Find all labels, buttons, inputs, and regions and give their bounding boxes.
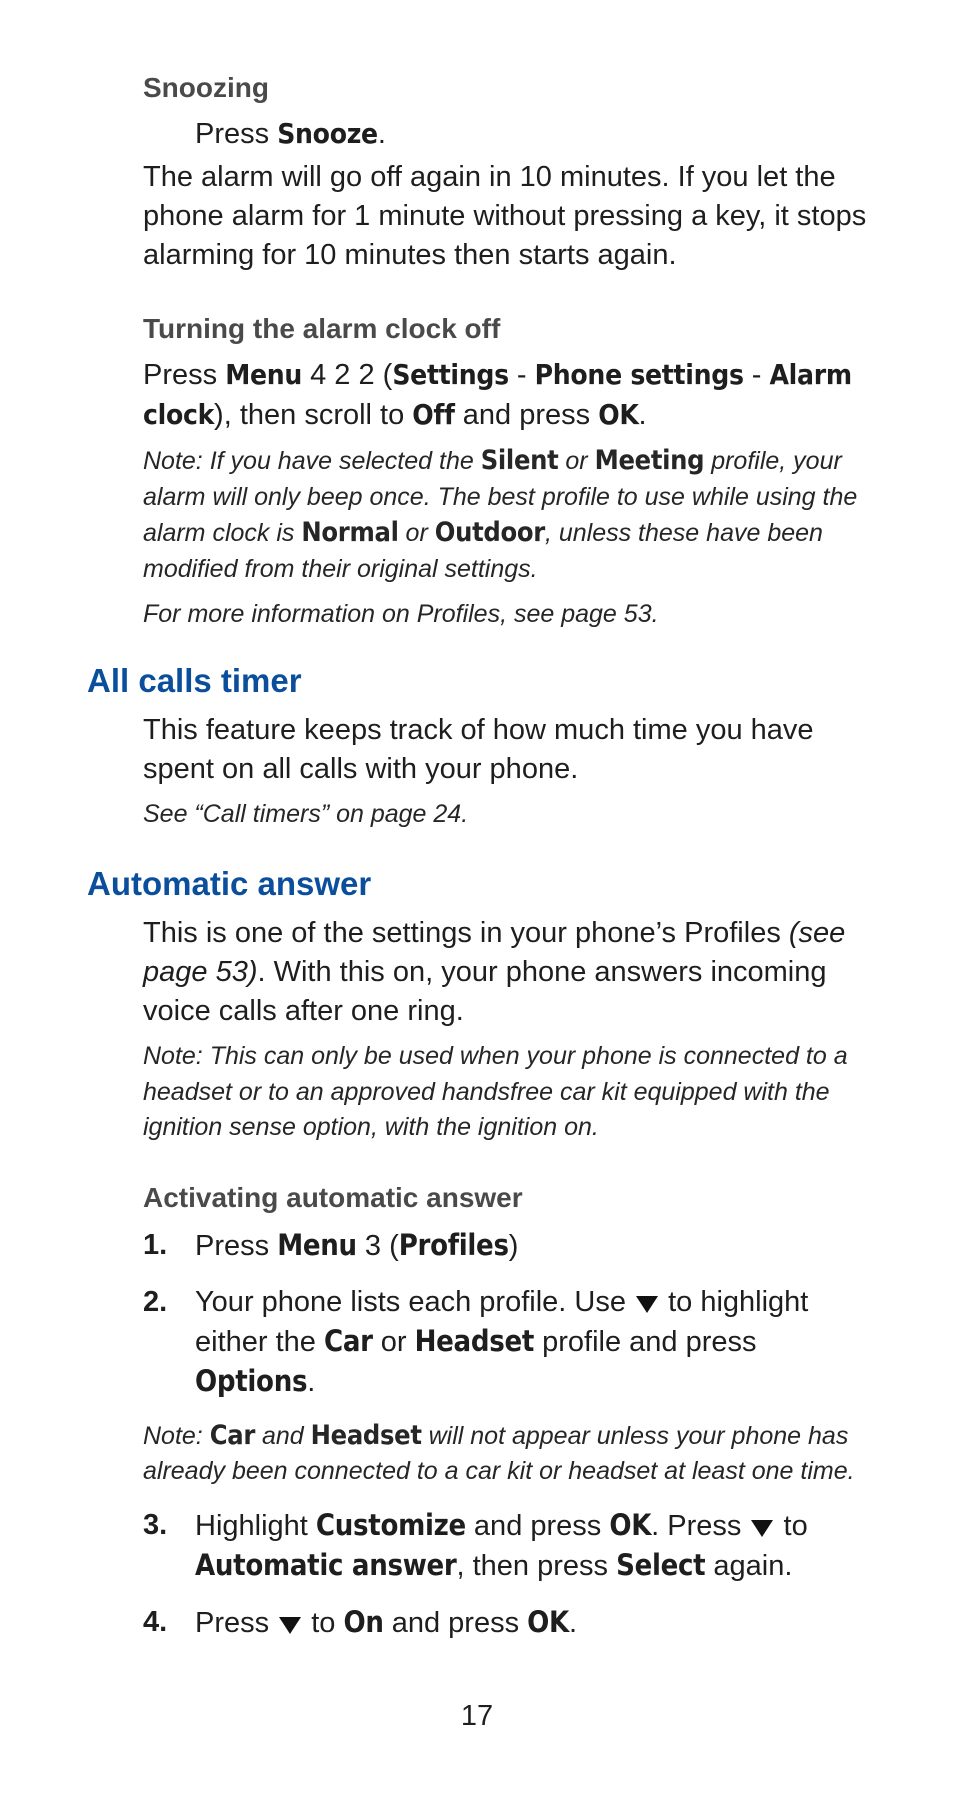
all-calls-timer-heading: All calls timer: [87, 661, 302, 699]
step-2: [143, 1283, 883, 1402]
all-calls-body: This feature keeps track of how much time you have spent on all calls with your phone.: [143, 713, 814, 785]
step-text: Press to On and press OK.: [195, 1604, 577, 1639]
activating-heading: Activating automatic answer: [143, 1181, 523, 1213]
page-content: [87, 68, 883, 1643]
alarm-off-instruction: Press Menu 4 2 2 (Settings - Phone settings - Alarm clock), then scroll to Off and press OK.: [143, 358, 852, 431]
step-text: Press Menu 3 (Profiles): [195, 1227, 519, 1262]
step-1: [143, 1226, 883, 1266]
down-arrow-icon: [279, 1617, 301, 1634]
down-arrow-icon: [751, 1520, 773, 1537]
alarm-off-note: Note: If you have selected the Silent or Meeting profile, your alarm will only beep once. The best profile to use while using the alarm clock is Normal or Outdoor, unless these have been modified from their original settings.: [143, 445, 858, 583]
step-4: [143, 1603, 883, 1643]
down-arrow-icon: [636, 1296, 658, 1313]
step-number: 4.: [143, 1605, 168, 1638]
snoozing-instruction: Press Snooze.: [195, 117, 386, 150]
automatic-answer-body: This is one of the settings in your phone’s Profiles (see page 53). With this on, your phone answers incoming voice calls after one ring.: [143, 917, 846, 1027]
alarm-off-heading: Turning the alarm clock off: [143, 313, 501, 344]
car-headset-note: Note: Car and Headset will not appear unless your phone has already been connected to a car kit or headset at least one time.: [143, 1419, 855, 1485]
profiles-reference: For more information on Profiles, see page 53.: [143, 600, 659, 628]
step-number: 1.: [143, 1228, 168, 1261]
snooze-key: Snooze: [277, 117, 378, 150]
step-3: [143, 1506, 883, 1586]
step-number: 2.: [143, 1285, 168, 1318]
step-text: Highlight Customize and press OK. Press to Automatic answer, then press Select again.: [195, 1507, 808, 1582]
step-number: 3.: [143, 1508, 168, 1541]
snoozing-heading: Snoozing: [143, 72, 269, 103]
snoozing-body: The alarm will go off again in 10 minutes. If you let the phone alarm for 1 minute without pressing a key, it stops alarming for 10 minutes then starts again.: [143, 161, 867, 271]
step-text: Your phone lists each profile. Use to highlight either the Car or Headset profile and press Options.: [195, 1285, 809, 1398]
automatic-answer-heading: Automatic answer: [87, 865, 372, 902]
automatic-answer-note: Note: This can only be used when your phone is connected to a headset or to an approved handsfree car kit equipped with the ignition sense option, with the ignition on.: [143, 1042, 848, 1141]
call-timers-reference: See “Call timers” on page 24.: [143, 799, 469, 828]
page-number: 17: [460, 1700, 494, 1732]
